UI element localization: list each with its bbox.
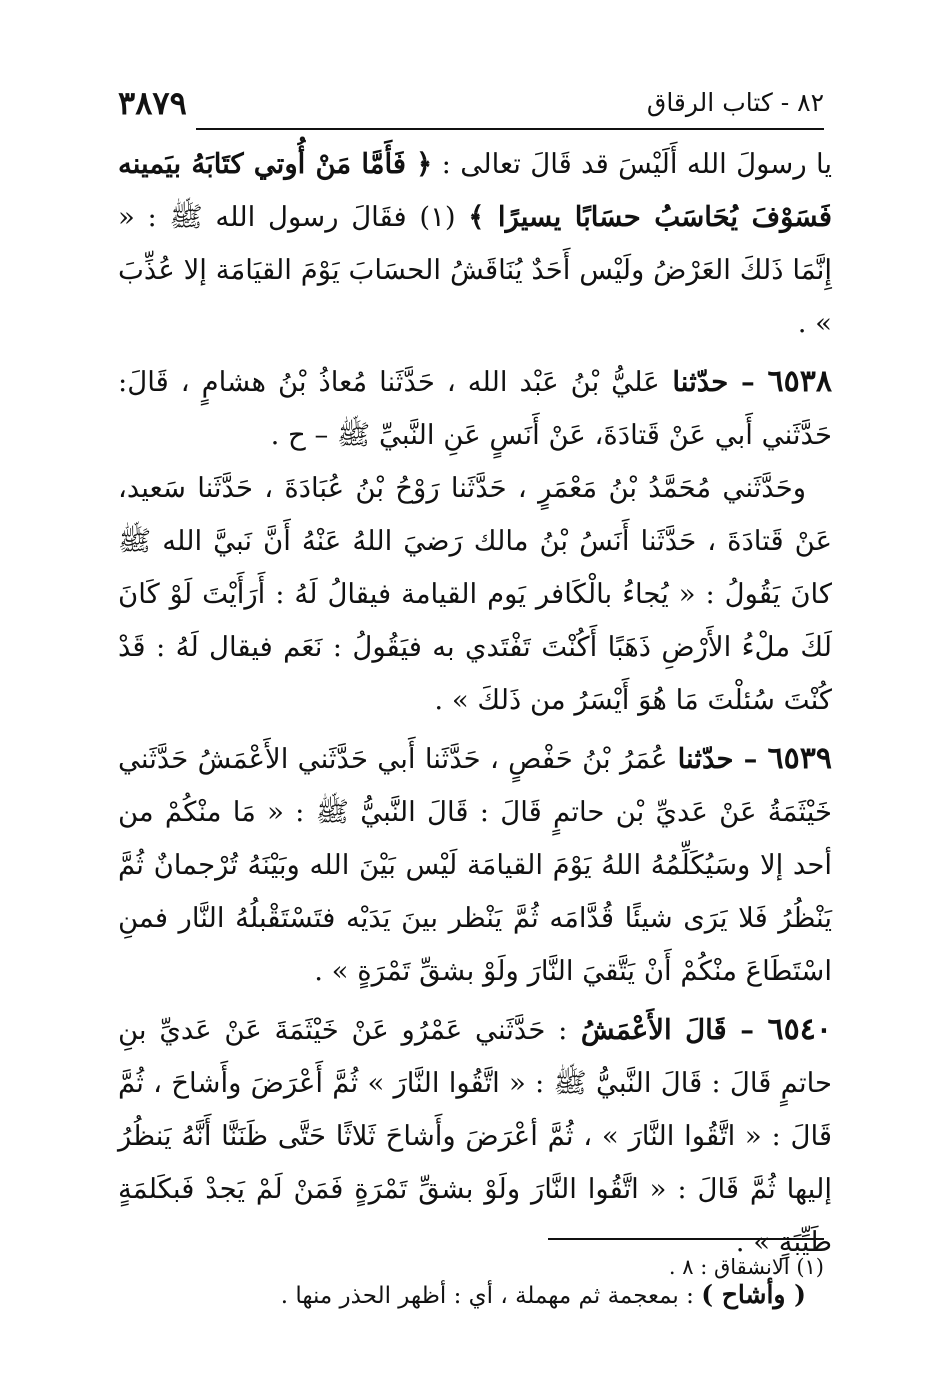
hadith-lead: – حدّثنا — [659, 366, 768, 398]
hadith-number: ٦٥٣٨ — [767, 364, 832, 399]
text-span: فقَالَ رسول الله ﷺ : « إِنَّمَا ذَلكَ العَرْضُ ولَيْس أَحَدٌ يُنَاقَشُ الحسَابَ يَوْمَ القيَامَة إلا عُذِّبَ » . — [118, 201, 832, 339]
gloss-term: ( وأشاح ) — [701, 1280, 806, 1309]
gloss-note — [118, 1275, 832, 1316]
hadith-6540 — [118, 1003, 832, 1269]
page-number: ٣٨٧٩ — [118, 84, 187, 122]
hadith-text: عُمَرُ بْنُ حَفْصٍ ، حَدَّثَنا أَبي حَدَّثَني الأَعْمَشُ حَدَّثَني خَيْثَمَةُ عَنْ عَديِّ بْن حاتمٍ قَالَ : قَالَ النَّبيُّ ﷺ : « مَا منْكُمْ من أحد إلا وسَيُكَلِّمُهُ اللهُ يَوْمَ القيامَة لَيْس بَيْنَ الله وبَيْنَهُ تُرْجمانٌ ثُمَّ يَنْظُرُ فَلا يَرَى شيئًا قُدَّامَه ثُمَّ يَنْظر بينَ يَدَيْه فتَسْتَقْبلُهُ النَّار فمنِ اسْتَطَاعَ منْكُمْ أَنْ يَتَّقيَ النَّارَ ولَوْ بشقِّ تَمْرَةٍ » . — [118, 743, 832, 987]
footnote: (١) الانشقاق : ٨ . — [668, 1255, 824, 1279]
footnote-rule — [548, 1238, 824, 1240]
paragraph-continuation — [118, 138, 832, 350]
quran-verse: ﴿ فَأَمَّا مَنْ أُوتي كتَابَهُ بيَمينه فَسَوْفَ يُحَاسَبُ حسَابًا يسيرًا ﴾ — [118, 148, 832, 233]
gloss-text: : بمعجمة ثم مهملة ، أي : أظهر الحذر منها . — [280, 1283, 702, 1309]
hadith-6538-continuation — [118, 462, 832, 727]
hadith-text: عَليُّ بْنُ عَبْد الله ، حَدَّثَنا مُعاذُ بْنُ هشامٍ ، قَالَ: حَدَّثَني أَبي عَنْ قَتادَةَ، عَنْ أَنَسٍ عَنِ النَّبيِّ ﷺ – ح . — [118, 366, 832, 451]
hadith-text: وحَدَّثَني مُحَمَّدُ بْنُ مَعْمَرٍ ، حَدَّثَنا رَوْحُ بْنُ عُبَادَةَ ، حَدَّثَنا سَعيد، عَنْ قَتادَةَ ، حَدَّثَنا أَنَسُ بْنُ مالك رَضيَ اللهُ عَنْهُ أَنَّ نَبيَّ الله ﷺ كانَ يَقُولُ : « يُجاءُ بالْكَافر يَوم القيامة فيقالُ لَهُ : أَرَأَيْتَ لَوْ كَانَ لَكَ ملْءُ الأَرْضِ ذَهَبًا أَكُنْتَ تَفْتَدي به فيَقُولُ : نَعَم فيقال لَهُ : قَدْ كُنْتَ سُئلْتَ مَا هُوَ أَيْسَرُ من ذَلكَ » . — [118, 472, 832, 716]
hadith-6538 — [118, 355, 832, 462]
text-span: يا رسولَ الله أَلَيْسَ قد قَالَ تعالى : — [432, 148, 833, 180]
header-rule — [196, 128, 824, 130]
footnote-marker: (١) — [406, 201, 469, 233]
hadith-text: : حَدَّثَني عَمْرُو عَنْ خَيْثَمَةَ عَنْ عَديِّ بنِ حاتمٍ قَالَ : قَالَ النَّبيُّ ﷺ : « اتَّقُوا النَّارَ » ثُمَّ أَعْرَضَ وأَشاحَ ، ثُمَّ قَالَ : « اتَّقُوا النَّارَ » ، ثُمَّ أعْرَضَ وأَشاحَ ثَلاثًا حَتَّى ظَنَنَّا أَنَّهُ يَنظُرُ إليها ثُمَّ قَالَ : « اتَّقُوا النَّارَ ولَوْ بشقِّ تَمْرَةٍ فَمَنْ لَمْ يَجدْ فَبكَلمَةٍ طَيِّبَةٍ » . — [118, 1014, 832, 1258]
hadith-number: ٦٥٤٠ — [767, 1012, 832, 1047]
chapter-title: ٨٢ - كتاب الرقاق — [646, 88, 824, 117]
hadith-lead: – حدّثنا — [667, 743, 768, 775]
hadith-6539 — [118, 732, 832, 998]
hadith-lead: – قَالَ الأَعْمَشُ — [567, 1014, 768, 1046]
hadith-number: ٦٥٣٩ — [767, 741, 832, 776]
running-header — [118, 86, 824, 122]
body-text — [118, 138, 832, 1316]
